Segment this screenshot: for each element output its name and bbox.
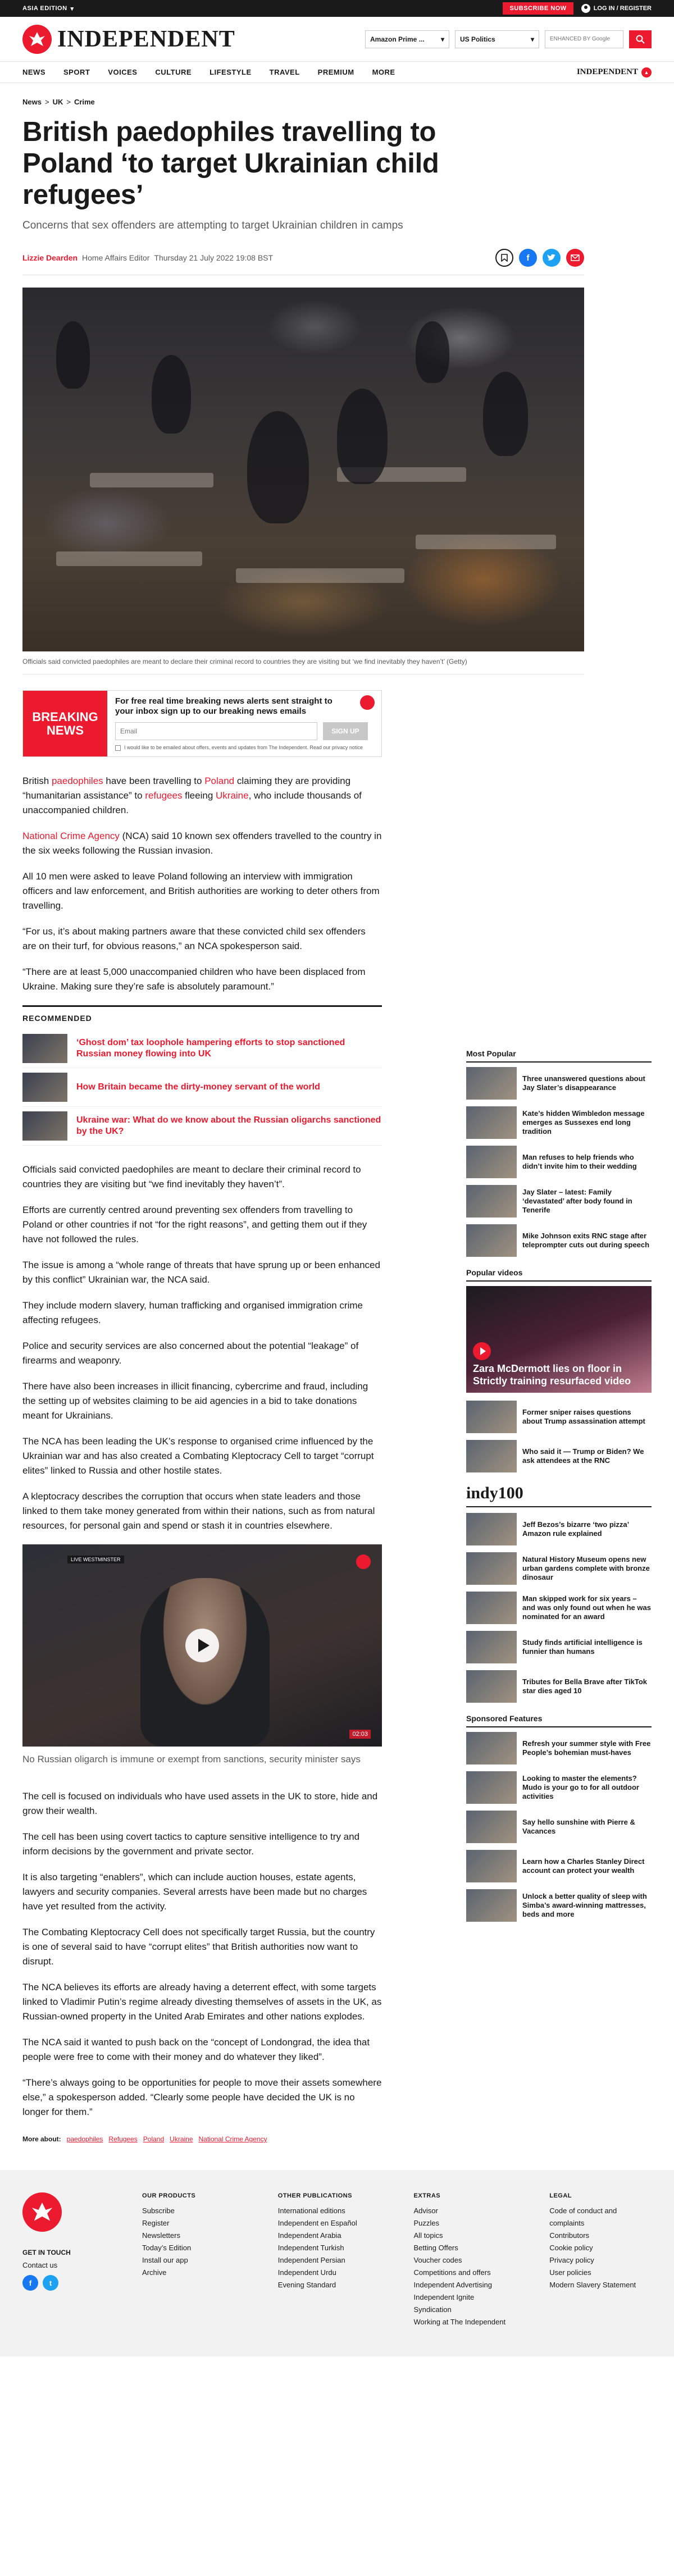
sponsored-title: Sponsored Features [466,1714,652,1727]
logo-wordmark: INDEPENDENT [57,26,235,52]
publish-date: Thursday 21 July 2022 19:08 BST [154,253,274,262]
footer-column-title: OTHER PUBLICATIONS [277,2192,353,2199]
item-headline: Mike Johnson exits RNC stage after teleprompter cuts out during speech [522,1232,650,1249]
thumbnail [466,1513,517,1545]
nav-item-more[interactable]: MORE [372,68,395,76]
thumbnail [466,1889,517,1922]
indy100-item[interactable] [466,1670,652,1703]
item-headline: Three unanswered questions about Jay Slater’s disappearance [522,1074,645,1092]
footer-link[interactable]: Independent Urdu [277,2268,336,2277]
newsletter-title: For free real time breaking news alerts sent straight to your inbox sign up to our breaking news emails [115,696,333,716]
most-popular-item[interactable] [466,1146,652,1178]
footer-link[interactable]: Independent Persian [277,2256,345,2264]
sponsored-item[interactable] [466,1850,652,1882]
video-speaker [140,1578,270,1747]
item-headline: Tributes for Bella Brave after TikTok star dies aged 10 [522,1677,648,1695]
video-timestamp: 02:03 [349,1730,371,1739]
twitter-share-button[interactable] [543,249,561,267]
eagle-logo-icon: ▲ [641,67,652,77]
footer-column-title: EXTRAS [413,2192,441,2199]
popular-video-item[interactable] [466,1401,652,1433]
topic-link-poland[interactable]: Poland [204,776,235,786]
text-run: British [22,776,52,786]
footer-link[interactable]: Code of conduct and complaints [549,2206,617,2227]
article-paragraph: The cell has been using covert tactics to capture sensitive intelligence to try and inform decisions by the government and private sector. [22,1831,360,1857]
nav-item-culture[interactable]: CULTURE [155,68,192,76]
author-role: Home Affairs Editor [82,253,150,262]
item-headline: Learn how a Charles Stanley Direct account can protect your wealth [522,1857,645,1875]
eagle-logo-icon [22,2192,62,2232]
nav-item-travel[interactable]: TRAVEL [269,68,300,76]
popular-video-item[interactable] [466,1440,652,1472]
nav-item-voices[interactable]: VOICES [108,68,138,76]
main-nav [0,62,674,83]
login-label: LOG IN / REGISTER [593,5,652,12]
play-icon[interactable] [185,1629,219,1662]
recommended-headline: How Britain became the dirty-money servant of the world [76,1082,320,1092]
breadcrumb [22,83,652,106]
hero-caption: Officials said convicted paedophiles are meant to declare their criminal record to countries they are visiting but ‘we find inevitably they haven’t’ (Getty) [22,651,584,674]
footer-link[interactable]: Working at The Independent [413,2318,506,2326]
thumbnail [466,1440,517,1472]
tag-link[interactable]: National Crime Agency [198,2135,267,2143]
tag-link[interactable]: Ukraine [170,2135,193,2143]
sponsored-item[interactable] [466,1811,652,1843]
text-run: claiming they are providing “humanitarian assistance” to [22,776,351,801]
article-paragraph: The issue is among a “whole range of threats that have sprung up or been enhanced by this conflict” Ukrainian war, the NCA said. [22,1260,380,1285]
sidebar [466,1049,652,1928]
more-about-tags [22,2131,382,2148]
user-icon [581,4,590,13]
article-standfirst: Concerns that sex offenders are attempting to target Ukrainian children in camps [22,220,403,231]
recommended-thumbnail [22,1073,67,1102]
indy100-logo: indy100 [466,1484,652,1507]
footer-column-title: LEGAL [549,2192,572,2199]
item-headline: Who said it — Trump or Biden? We ask attendees at the RNC [522,1447,644,1465]
eagle-logo-icon [356,1554,371,1569]
topic-link-paedophiles[interactable]: paedophiles [51,776,103,786]
footer-link[interactable]: Privacy policy [549,2256,594,2264]
article-paragraph: “For us, it’s about making partners aware that these convicted child sex offenders are on their turf, for obvious reasons,” an NCA spokesperson said. [22,926,366,951]
article-paragraph: It is also targeting “enablers”, which can include auction houses, estate agents, lawyers and security companies. Several arrests have been made but no charges have yet resulted from the activity. [22,1872,367,1912]
featured-video-title: Zara McDermott lies on floor in Strictly training resurfaced video [473,1363,631,1387]
video-live-tag: LIVE WESTMINSTER [67,1556,124,1563]
thumbnail [466,1552,517,1585]
sponsored-item[interactable] [466,1732,652,1765]
text-run: have been travelling to [103,776,205,786]
article-paragraph [22,774,382,818]
recommended-headline: ‘Ghost dom’ tax loophole hampering efforts to stop sanctioned Russian money flowing into UK [76,1038,345,1059]
get-in-touch-heading: GET IN TOUCH [22,2249,71,2256]
footer-link[interactable]: Independent Turkish [277,2244,344,2252]
search-icon [636,35,645,44]
footer-link[interactable]: User policies [549,2268,591,2277]
chevron-down-icon: ▾ [440,35,444,43]
item-headline: Man refuses to help friends who didn’t invite him to their wedding [522,1153,637,1170]
sponsored-item[interactable] [466,1771,652,1804]
footer-link[interactable]: Archive [142,2268,167,2277]
recommended-block [22,1005,382,1146]
eagle-logo-icon [22,25,52,54]
footer-link[interactable]: Independent Arabia [277,2231,341,2240]
topic-link-nca[interactable]: National Crime Agency [22,831,120,841]
article-paragraph: The NCA said it wanted to push back on the “concept of Londongrad, the idea that people were free to come with their money and do whatever they liked”. [22,2037,370,2062]
bookmark-button[interactable] [495,249,513,267]
thumbnail [466,1067,517,1100]
article-paragraph: Officials said convicted paedophiles are meant to declare their criminal record to countries they are visiting but “we find inevitably they haven’t”. [22,1164,361,1189]
hero-image [22,288,584,651]
article-paragraph: There have also been increases in illicit financing, cybercrime and fraud, including the setting up of websites claiming to be aid agencies in a bid to take donations meant for Ukrainians. [22,1381,368,1421]
author-link[interactable]: Lizzie Dearden [22,253,78,262]
article-paragraph: The cell is focused on individuals who have used assets in the UK to store, hide and grow their wealth. [22,1791,378,1816]
thumbnail [466,1146,517,1178]
item-headline: Refresh your summer style with Free People’s bohemian must-haves [522,1739,651,1757]
byline [22,253,273,262]
most-popular-title: Most Popular [466,1049,652,1063]
footer-link[interactable]: Advisor [413,2206,438,2215]
text-run: , who include thousands of unaccompanied children. [22,790,362,815]
footer-link[interactable]: Today’s Edition [142,2244,192,2252]
search-button[interactable] [629,30,652,48]
search-input[interactable] [545,30,623,48]
footer-link[interactable]: Subscribe [142,2206,175,2215]
item-headline: Jeff Bezos’s bizarre ‘two pizza’ Amazon rule explained [522,1520,629,1538]
item-headline: Unlock a better quality of sleep with Simba’s award-winning mattresses, beds and more [522,1892,647,1918]
footer-link[interactable]: Voucher codes [413,2256,462,2264]
footer-column-legal [549,2192,652,2328]
article-paragraph: “There’s always going to be opportunities for people to move their assets somewhere else,” a spokesperson added. “Clearly some people have decided the UK is no longer for them.” [22,2077,382,2117]
breadcrumb-crime[interactable]: Crime [74,98,95,106]
facebook-icon: f [526,253,530,263]
thumbnail [466,1106,517,1139]
tag-link[interactable]: paedophiles [66,2135,103,2143]
item-headline: Kate’s hidden Wimbledon message emerges as Sussexes end long tradition [522,1109,645,1136]
text-run: (NCA) said 10 known sex offenders travelled to the country in the six weeks following the Russian invasion. [22,831,382,856]
footer-link[interactable]: Syndication [413,2305,452,2314]
footer-link[interactable]: Betting Offers [413,2244,458,2252]
article-paragraph [22,829,382,858]
trending-select-politics-value: US Politics [460,35,495,43]
facebook-icon[interactable]: f [22,2275,38,2291]
trending-select-prime-value: Amazon Prime ... [370,35,425,43]
footer-column-publications [278,2192,380,2328]
article-paragraph: A kleptocracy describes the corruption that occurs when state leaders and those linked to them take money generated from within their nations, such as from natural resources, for personal gain and spend or stash it in countries elsewhere. [22,1491,375,1531]
thumbnail [466,1811,517,1843]
newsletter-consent-text: I would like to be emailed about offers, events and updates from The Independent. Read our privacy notice [124,745,363,750]
email-icon [571,254,580,261]
sponsored-item[interactable] [466,1889,652,1922]
play-icon [473,1342,491,1360]
recommended-item[interactable] [22,1068,382,1107]
article-paragraph: The NCA believes its efforts are already having a deterrent effect, with some targets linked to Vladimir Putin’s regime already divesting themselves of assets in the UK, as Russian-owned property in the United Arab Emirates and other nations explodes. [22,1982,382,2022]
article-paragraph: Police and security services are also concerned about the potential “leakage” of firearms and weaponry. [22,1341,359,1366]
login-link[interactable] [581,4,652,13]
newsletter-consent-checkbox[interactable] [115,745,121,751]
newsletter-signup-button[interactable]: SIGN UP [323,722,368,740]
article-headline: British paedophiles travelling to Poland ‘to target Ukrainian child refugees’ [22,117,439,210]
contact-us-link[interactable]: Contact us [22,2261,58,2269]
nav-item-sport[interactable]: SPORT [63,68,90,76]
most-popular-item[interactable] [466,1106,652,1139]
article-paragraph: The NCA has been leading the UK’s response to organised crime influenced by the Ukrainian war and has also created a Combating Kleptocracy Cell to target “corrupt elites” linked to Russia and other hostile states. [22,1436,374,1476]
footer-column-extras [414,2192,516,2328]
footer-link[interactable]: Evening Standard [277,2281,336,2289]
breadcrumb-uk[interactable]: UK [52,98,63,106]
breadcrumb-news[interactable]: News [22,98,42,106]
facebook-share-button[interactable] [519,249,537,267]
footer-column-title: OUR PRODUCTS [142,2192,196,2199]
article-page [22,83,652,2148]
eagle-logo-icon [360,695,375,710]
thumbnail [466,1732,517,1765]
indy100-item[interactable] [466,1592,652,1624]
thumbnail [466,1631,517,1663]
chevron-down-icon: ▾ [70,5,74,12]
nav-logo-link[interactable] [577,67,652,77]
trending-select-prime[interactable] [365,30,449,48]
twitter-icon[interactable]: t [43,2275,58,2291]
footer-link[interactable]: All topics [413,2231,443,2240]
recommended-thumbnail [22,1111,67,1141]
tag-link[interactable]: Refugees [108,2135,138,2143]
item-headline: Say hello sunshine with Pierre & Vacances [522,1818,635,1835]
footer-link[interactable]: Puzzles [413,2219,440,2227]
edition-label: ASIA EDITION [22,5,67,12]
subscribe-button[interactable]: SUBSCRIBE NOW [503,2,573,15]
thumbnail [466,1670,517,1703]
edition-selector[interactable] [22,5,74,12]
recommended-thumbnail [22,1034,67,1063]
nav-item-news[interactable]: NEWS [22,68,45,76]
recommended-headline: Ukraine war: What do we know about the Russian oligarchs sanctioned by the UK? [76,1115,381,1136]
nav-item-lifestyle[interactable]: LIFESTYLE [210,68,252,76]
thumbnail [466,1224,517,1257]
nav-logo-wordmark: INDEPENDENT [576,67,638,76]
footer-link[interactable]: Install our app [142,2256,188,2264]
thumbnail [466,1850,517,1882]
footer-link[interactable]: Independent Ignite [413,2293,475,2301]
item-headline: Natural History Museum opens new urban gardens complete with bronze dinosaur [522,1555,650,1581]
popular-videos-title: Popular videos [466,1268,652,1282]
recommended-item[interactable] [22,1107,382,1146]
tag-link[interactable]: Poland [143,2135,165,2143]
masthead [0,17,674,62]
most-popular-item[interactable] [466,1224,652,1257]
thumbnail [466,1401,517,1433]
footer-link[interactable]: International editions [277,2206,345,2215]
indy100-item[interactable] [466,1552,652,1585]
recommended-title: RECOMMENDED [22,1014,92,1023]
footer-link[interactable]: Cookie policy [549,2244,593,2252]
item-headline: Looking to master the elements? Mudo is your go to for all outdoor activities [522,1774,639,1800]
item-headline: Former sniper raises questions about Trump assassination attempt [522,1408,645,1425]
footer-link[interactable]: Independent Advertising [413,2281,493,2289]
footer-link[interactable]: Competitions and offers [413,2268,491,2277]
indy100-item[interactable] [466,1513,652,1545]
breadcrumb-separator: > [44,98,49,106]
topic-link-ukraine[interactable]: Ukraine [216,790,249,801]
thumbnail [466,1185,517,1218]
footer-link[interactable]: Newsletters [142,2231,180,2240]
top-utility-bar [0,0,674,17]
bookmark-icon [501,254,508,262]
breaking-news-badge: BREAKING NEWS [23,691,107,756]
footer-link[interactable]: Modern Slavery Statement [549,2281,636,2289]
article-paragraph: The Combating Kleptocracy Cell does not specifically target Russia, but the country is one of several said to have “corrupt elites” that British authorities now want to disrupt. [22,1927,375,1967]
breadcrumb-separator: > [66,98,71,106]
trending-select-politics[interactable] [455,30,539,48]
footer-column-products [142,2192,244,2328]
item-headline: Man skipped work for six years – and was only found out when he was nominated for an award [522,1594,651,1621]
most-popular-item[interactable] [466,1067,652,1100]
site-logo[interactable] [22,25,235,54]
article-paragraph: “There are at least 5,000 unaccompanied children who have been displaced from Ukraine. Making sure they’re safe is absolutely paramount.” [22,966,366,992]
search-placeholder: ENHANCED BY Google [550,36,611,42]
article-body [22,774,382,2148]
thumbnail [466,1592,517,1624]
more-about-label: More about: [22,2135,61,2143]
byline-row [22,249,584,275]
item-headline: Jay Slater – latest: Family ‘devastated’ after body found in Tenerife [522,1188,632,1214]
article-paragraph: All 10 men were asked to leave Poland following an interview with immigration officers and law enforcement, and British authorities are working to deter others from travelling. [22,871,380,911]
email-share-button[interactable] [566,249,584,267]
chevron-down-icon: ▾ [530,35,534,43]
embedded-video-player[interactable] [22,1544,382,1747]
newsletter-email-field[interactable] [115,722,317,740]
share-buttons [495,249,584,267]
text-run: fleeing [182,790,216,801]
article-paragraph: Efforts are currently centred around preventing sex offenders from travelling to Poland or other countries if not “for the right reasons”, and getting them out if they have not followed the rules. [22,1205,367,1244]
indy100-item[interactable] [466,1631,652,1663]
footer-link[interactable]: Register [142,2219,170,2227]
footer-link[interactable]: Independent en Español [277,2219,357,2227]
site-footer [0,2170,674,2356]
video-caption: No Russian oligarch is immune or exempt from sanctions, security minister says [22,1754,361,1765]
article-paragraph: They include modern slavery, human trafficking and organised immigration crime affecting refugees. [22,1300,363,1325]
thumbnail [466,1771,517,1804]
nav-item-premium[interactable]: PREMIUM [317,68,354,76]
twitter-icon [547,254,556,262]
newsletter-signup [22,690,382,757]
recommended-item[interactable] [22,1029,382,1068]
footer-link[interactable]: Contributors [549,2231,590,2240]
featured-video[interactable] [466,1286,652,1393]
item-headline: Study finds artificial intelligence is funnier than humans [522,1638,643,1656]
most-popular-item[interactable] [466,1185,652,1218]
topic-link-refugees[interactable]: refugees [145,790,183,801]
